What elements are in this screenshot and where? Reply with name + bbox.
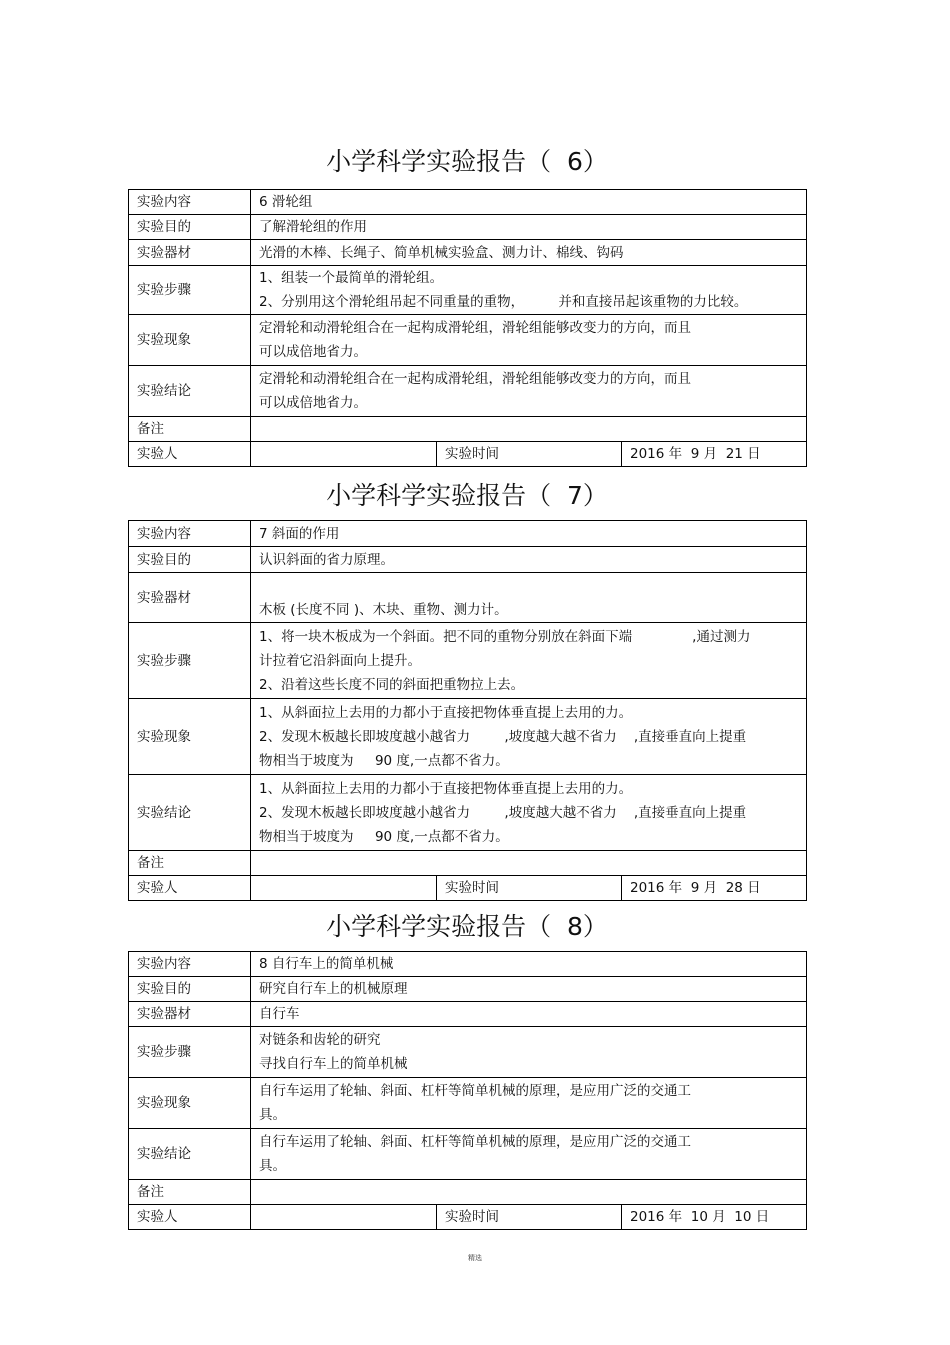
time-label: 实验时间 xyxy=(437,876,622,901)
row-label: 实验器材 xyxy=(129,573,251,623)
row-label: 实验结论 xyxy=(129,1129,251,1180)
row-value: 7 斜面的作用 xyxy=(251,521,807,547)
row-value: 1、将一块木板成为一个斜面。把不同的重物分别放在斜面下端 ,通过测力 计拉着它沿斜面向上提升。 2、沿着这些长度不同的斜面把重物拉上去。 xyxy=(251,623,807,699)
row-label: 实验步骤 xyxy=(129,266,251,315)
row-value: 认识斜面的省力原理。 xyxy=(251,547,807,573)
person-label: 实验人 xyxy=(129,876,251,901)
time-value: 2016 年 9 月 28 日 xyxy=(622,876,807,901)
row-label: 实验结论 xyxy=(129,775,251,851)
row-value: 自行车运用了轮轴、斜面、杠杆等简单机械的原理，是应用广泛的交通工 具。 xyxy=(251,1129,807,1180)
report-table xyxy=(128,520,807,901)
row-label: 备注 xyxy=(129,417,251,442)
row-value: 研究自行车上的机械原理 xyxy=(251,977,807,1002)
person-value xyxy=(251,1205,437,1230)
row-value: 1、从斜面拉上去用的力都小于直接把物体垂直提上去用的力。 2、发现木板越长即坡度越小越省力 ,坡度越大越不省力 ,直接垂直向上提重 物相当于坡度为 90 度,一点都不省力。 xyxy=(251,699,807,775)
row-value: 8 自行车上的简单机械 xyxy=(251,952,807,977)
row-value: 了解滑轮组的作用 xyxy=(251,215,807,240)
row-label: 备注 xyxy=(129,851,251,876)
page-footer: 精选 xyxy=(468,1254,482,1262)
row-label: 实验内容 xyxy=(129,952,251,977)
row-label: 实验步骤 xyxy=(129,623,251,699)
report-table xyxy=(128,951,807,1230)
time-value: 2016 年 9 月 21 日 xyxy=(622,442,807,467)
row-label: 实验现象 xyxy=(129,699,251,775)
row-value: 对链条和齿轮的研究 寻找自行车上的简单机械 xyxy=(251,1027,807,1078)
row-value: 定滑轮和动滑轮组合在一起构成滑轮组，滑轮组能够改变力的方向，而且 可以成倍地省力。 xyxy=(251,315,807,366)
row-label: 实验目的 xyxy=(129,215,251,240)
person-label: 实验人 xyxy=(129,442,251,467)
row-label: 实验目的 xyxy=(129,547,251,573)
row-label: 备注 xyxy=(129,1180,251,1205)
row-value: 光滑的木棒、长绳子、简单机械实验盒、测力计、棉线、钩码 xyxy=(251,240,807,266)
row-value: 定滑轮和动滑轮组合在一起构成滑轮组，滑轮组能够改变力的方向，而且 可以成倍地省力。 xyxy=(251,366,807,417)
person-value xyxy=(251,442,437,467)
row-label: 实验现象 xyxy=(129,315,251,366)
row-label: 实验步骤 xyxy=(129,1027,251,1078)
person-value xyxy=(251,876,437,901)
time-label: 实验时间 xyxy=(437,1205,622,1230)
row-label: 实验结论 xyxy=(129,366,251,417)
row-value: 1、组装一个最简单的滑轮组。 2、分别用这个滑轮组吊起不同重量的重物， 并和直接吊起该重物的力比较。 xyxy=(251,266,807,315)
row-value: 自行车 xyxy=(251,1002,807,1027)
row-value: 1、从斜面拉上去用的力都小于直接把物体垂直提上去用的力。 2、发现木板越长即坡度越小越省力 ,坡度越大越不省力 ,直接垂直向上提重 物相当于坡度为 90 度,一点都不省力。 xyxy=(251,775,807,851)
report-title: 小学科学实验报告（ 6） xyxy=(326,147,608,176)
row-value xyxy=(251,417,807,442)
report-title: 小学科学实验报告（ 8） xyxy=(326,912,608,941)
row-label: 实验目的 xyxy=(129,977,251,1002)
row-value xyxy=(251,851,807,876)
row-value: 自行车运用了轮轴、斜面、杠杆等简单机械的原理，是应用广泛的交通工 具。 xyxy=(251,1078,807,1129)
row-value xyxy=(251,1180,807,1205)
row-label: 实验内容 xyxy=(129,190,251,215)
row-value: 木板 (长度不同 )、木块、重物、测力计。 xyxy=(251,573,807,623)
time-label: 实验时间 xyxy=(437,442,622,467)
report-title: 小学科学实验报告（ 7） xyxy=(326,481,608,510)
report-table xyxy=(128,189,807,467)
row-label: 实验现象 xyxy=(129,1078,251,1129)
row-value: 6 滑轮组 xyxy=(251,190,807,215)
row-label: 实验器材 xyxy=(129,1002,251,1027)
time-value: 2016 年 10 月 10 日 xyxy=(622,1205,807,1230)
row-label: 实验内容 xyxy=(129,521,251,547)
person-label: 实验人 xyxy=(129,1205,251,1230)
row-label: 实验器材 xyxy=(129,240,251,266)
